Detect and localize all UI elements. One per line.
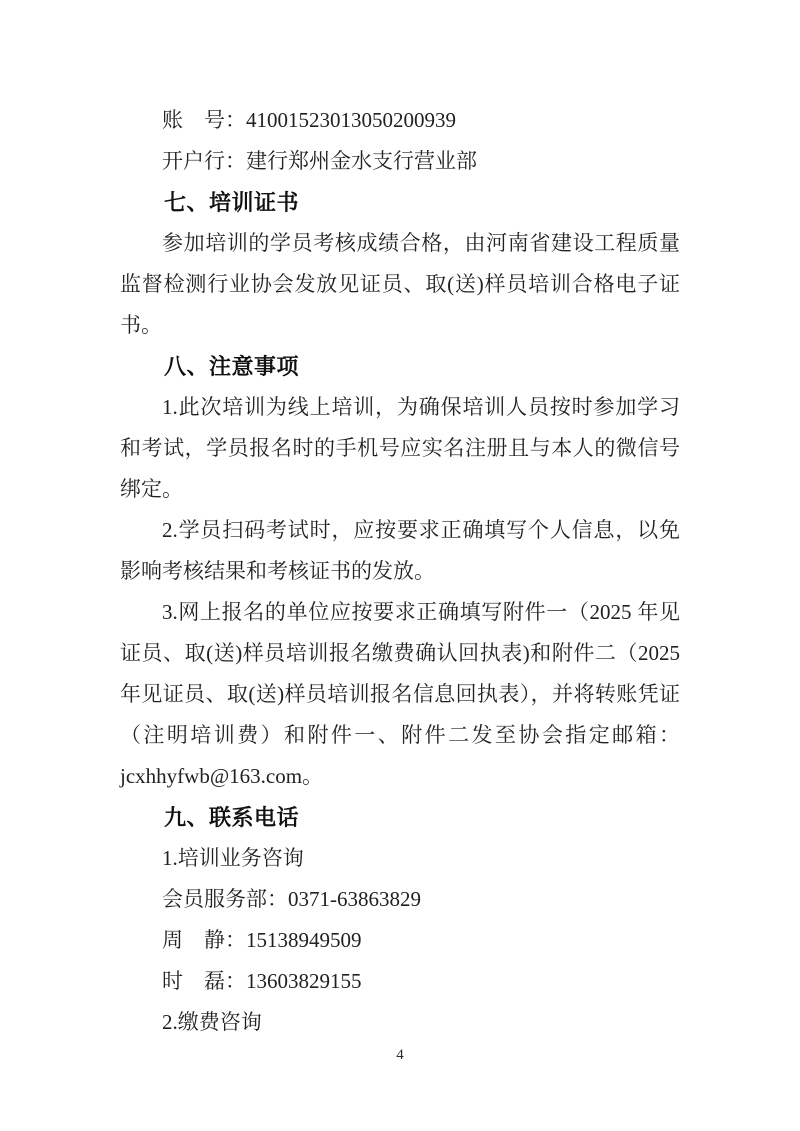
paragraph: 2.学员扫码考试时，应按要求正确填写个人信息，以免影响考核结果和考核证书的发放。 <box>120 518 680 583</box>
document-content <box>120 100 680 1043</box>
text-line: 2.缴费咨询 <box>162 1010 262 1034</box>
text-line: 周 静：15138949509 <box>162 928 362 952</box>
text-line: 开户行：建行郑州金水支行营业部 <box>162 149 477 173</box>
text-line: 会员服务部：0371-63863829 <box>162 887 421 911</box>
text-line: 1.培训业务咨询 <box>162 846 304 870</box>
page-number: 4 <box>396 1047 404 1063</box>
paragraph: 3.网上报名的单位应按要求正确填写附件一（2025 年见证员、取(送)样员培训报名缴费确认回执表)和附件二（2025 年见证员、取(送)样员培训报名信息回执表），并将转账凭证（注明培训费）和附件一、附件二发至协会指定邮箱：jcxhhyfwb@163.com。 <box>120 600 680 788</box>
paragraph: 1.此次培训为线上培训，为确保培训人员按时参加学习和考试，学员报名时的手机号应实名注册且与本人的微信号绑定。 <box>120 395 680 501</box>
page-footer <box>0 1046 800 1064</box>
section-heading: 九、联系电话 <box>164 805 300 830</box>
text-line: 账 号：41001523013050200939 <box>162 108 456 132</box>
section-heading: 七、培训证书 <box>164 190 300 215</box>
text-line: 时 磊：13603829155 <box>162 969 362 993</box>
section-heading: 八、注意事项 <box>164 354 300 379</box>
paragraph: 参加培训的学员考核成绩合格，由河南省建设工程质量监督检测行业协会发放见证员、取(送)样员培训合格电子证书。 <box>120 231 680 337</box>
